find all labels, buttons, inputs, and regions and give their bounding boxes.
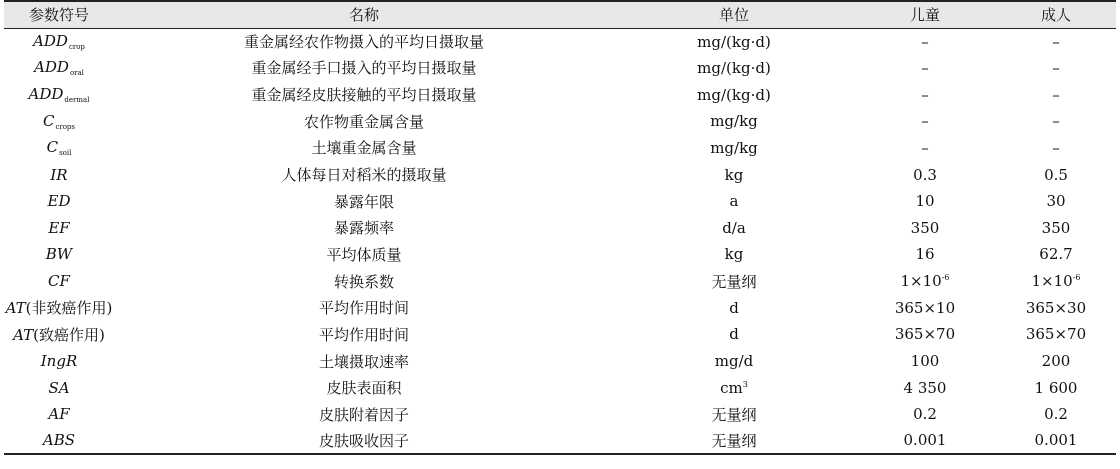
cell-unit-value: 无量纲 (711, 272, 757, 291)
cell-child (854, 28, 996, 55)
cell-symbol (4, 428, 114, 455)
cell-adult-value: – (1052, 32, 1060, 51)
cell-symbol (4, 135, 114, 162)
cell-child (854, 188, 996, 215)
cell-name: 平均体质量 (326, 245, 402, 264)
cell-adult-value: 0.5 (1044, 165, 1068, 184)
parameter-table-container (4, 0, 1116, 455)
table-row (4, 188, 1116, 215)
cell-child-value: 100 (910, 352, 940, 370)
cell-adult-value: – (1052, 138, 1060, 157)
cell-name: 暴露频率 (333, 219, 394, 238)
cell-unit-value: mg/kg (710, 138, 758, 157)
cell-adult (996, 268, 1116, 295)
table-row (4, 428, 1116, 455)
cell-symbol (4, 374, 114, 401)
cell-unit (614, 214, 854, 241)
table-row (4, 268, 1116, 295)
cell-adult-value: 30 (1046, 192, 1066, 211)
cell-unit (614, 188, 854, 215)
cell-unit-value: mg/(kg·d) (697, 58, 771, 77)
cell-symbol (4, 188, 114, 215)
symbol-subscript: crops (55, 122, 76, 131)
cell-child-value: 0.2 (913, 405, 937, 424)
cell-name: 暴露年限 (333, 192, 394, 211)
cell-unit-value: cm (720, 378, 743, 397)
symbol-note: (致癌作用) (33, 325, 105, 344)
cell-adult-value: 62.7 (1039, 245, 1073, 264)
cell-adult-value: – (1052, 85, 1060, 104)
table-row (4, 108, 1116, 135)
table-row (4, 294, 1116, 321)
cell-name: 转换系数 (333, 272, 394, 291)
cell-child (854, 161, 996, 188)
symbol-text: C (42, 111, 55, 130)
cell-unit (614, 268, 854, 295)
header-child: 儿童 (854, 1, 996, 28)
cell-child-superscript: -6 (941, 273, 950, 283)
header-symbol: 参数符号 (4, 1, 114, 28)
cell-unit-superscript: 3 (742, 379, 748, 389)
cell-name: 皮肤附着因子 (318, 405, 409, 424)
symbol-note: (非致癌作用) (25, 299, 113, 318)
cell-child-value: 365×70 (894, 325, 956, 344)
cell-adult (996, 241, 1116, 268)
cell-adult-value: 0.2 (1044, 405, 1068, 424)
cell-child (854, 241, 996, 268)
symbol-text: SA (48, 378, 70, 397)
cell-child-value: 16 (915, 245, 935, 264)
cell-child (854, 348, 996, 375)
cell-adult (996, 428, 1116, 455)
cell-child (854, 294, 996, 321)
cell-symbol (4, 294, 114, 321)
header-adult: 成人 (996, 1, 1116, 28)
cell-unit (614, 428, 854, 455)
cell-adult-superscript: -6 (1072, 273, 1081, 283)
cell-adult (996, 188, 1116, 215)
cell-unit-value: d (729, 298, 739, 317)
symbol-subscript: crop (68, 43, 85, 52)
cell-child-value: – (921, 85, 929, 104)
cell-unit-value: d/a (722, 218, 746, 237)
cell-unit (614, 135, 854, 162)
cell-name: 农作物重金属含量 (303, 112, 424, 131)
cell-adult (996, 348, 1116, 375)
cell-name: 皮肤吸收因子 (114, 428, 614, 455)
table-row (4, 81, 1116, 108)
cell-adult-value: – (1052, 58, 1060, 77)
cell-adult (996, 28, 1116, 55)
cell-unit (614, 55, 854, 82)
cell-adult (996, 135, 1116, 162)
cell-symbol (4, 108, 114, 135)
cell-unit (614, 241, 854, 268)
cell-unit (614, 401, 854, 428)
cell-unit-value: mg/kg (710, 112, 758, 131)
cell-unit-value: mg/d (714, 352, 754, 370)
cell-name: 平均作用时间 (318, 299, 409, 318)
table-row (4, 348, 1116, 375)
cell-adult-value: 1 600 (1034, 378, 1078, 397)
cell-name: 重金属经皮肤接触的平均日摄取量 (251, 86, 477, 105)
cell-adult-value: 200 (1041, 352, 1071, 370)
table-row (4, 161, 1116, 188)
table-row (4, 401, 1116, 428)
cell-child (854, 108, 996, 135)
cell-child (854, 268, 996, 295)
cell-unit-value: d (729, 325, 739, 344)
cell-child (854, 135, 996, 162)
cell-adult-value: 0.001 (1034, 431, 1078, 450)
symbol-text: AT (5, 299, 26, 318)
cell-symbol (4, 214, 114, 241)
symbol-text: IngR (40, 352, 78, 370)
cell-unit (614, 108, 854, 135)
cell-adult (996, 321, 1116, 348)
cell-adult (996, 108, 1116, 135)
cell-child (854, 321, 996, 348)
cell-symbol (4, 81, 114, 108)
cell-symbol (4, 268, 114, 295)
table-row (4, 321, 1116, 348)
cell-symbol (4, 321, 114, 348)
cell-child-value: 365×10 (894, 298, 956, 317)
symbol-text: ABS (42, 431, 76, 450)
cell-name: 平均作用时间 (318, 325, 409, 344)
table-row (4, 135, 1116, 162)
cell-symbol (4, 161, 114, 188)
table-row (4, 28, 1116, 55)
table-row (4, 214, 1116, 241)
symbol-text: EF (48, 218, 70, 237)
cell-child-value: 0.3 (913, 165, 937, 184)
table-row (4, 374, 1116, 401)
cell-adult (996, 374, 1116, 401)
symbol-text: C (46, 138, 59, 157)
cell-unit-value: 无量纲 (711, 431, 757, 450)
symbol-text: IR (50, 165, 68, 184)
symbol-subscript: soil (59, 149, 72, 158)
cell-name: 重金属经手口摄入的平均日摄取量 (251, 59, 477, 78)
cell-child-value: – (921, 58, 929, 77)
cell-symbol (4, 55, 114, 82)
cell-child-value: 350 (910, 218, 940, 237)
cell-unit (614, 28, 854, 55)
header-unit: 单位 (614, 1, 854, 28)
cell-child-value: – (921, 32, 929, 51)
table-header-row (4, 1, 1116, 28)
cell-child (854, 401, 996, 428)
cell-child-value: 4 350 (903, 378, 947, 397)
cell-unit-value: kg (724, 165, 744, 184)
cell-adult (996, 214, 1116, 241)
symbol-subscript: dermal (64, 96, 90, 105)
cell-name: 土壤重金属含量 (311, 139, 417, 158)
cell-child-value: – (921, 138, 929, 157)
cell-child (854, 214, 996, 241)
cell-adult (996, 161, 1116, 188)
symbol-text: BW (45, 245, 73, 264)
cell-adult-value: 1×10 (1031, 272, 1073, 291)
symbol-text: AF (48, 405, 70, 424)
cell-unit (614, 161, 854, 188)
cell-child-value: 1×10 (900, 272, 942, 291)
cell-unit (614, 81, 854, 108)
cell-adult-value: – (1052, 112, 1060, 131)
cell-name: 人体每日对稻米的摄取量 (281, 166, 447, 185)
cell-child (854, 428, 996, 455)
cell-name: 土壤摄取速率 (318, 352, 409, 371)
cell-symbol (4, 348, 114, 375)
cell-unit (614, 294, 854, 321)
cell-child-value: 0.001 (903, 431, 947, 450)
cell-unit-value: 无量纲 (711, 405, 757, 424)
cell-symbol (4, 28, 114, 55)
symbol-text: ADD (33, 32, 68, 51)
cell-unit-value: mg/(kg·d) (697, 32, 771, 51)
symbol-text: ADD (28, 85, 64, 104)
cell-name: 重金属经农作物摄入的平均日摄取量 (243, 33, 484, 52)
cell-unit-value: kg (724, 245, 744, 264)
cell-adult-value: 365×70 (1025, 325, 1087, 344)
table-row (4, 55, 1116, 82)
cell-child-value: – (921, 112, 929, 131)
symbol-text: AT (13, 325, 34, 344)
symbol-subscript: oral (69, 69, 84, 78)
cell-adult (996, 81, 1116, 108)
cell-adult-value: 365×30 (1025, 298, 1087, 317)
cell-adult (996, 294, 1116, 321)
cell-unit (614, 321, 854, 348)
cell-unit-value: a (729, 192, 739, 211)
parameter-table (4, 0, 1116, 455)
symbol-text: ED (47, 192, 71, 211)
table-row (4, 241, 1116, 268)
cell-child-value: 10 (915, 192, 935, 211)
cell-symbol (4, 241, 114, 268)
cell-name: 皮肤表面积 (326, 379, 402, 398)
cell-unit-value: mg/(kg·d) (697, 85, 771, 104)
cell-unit (614, 348, 854, 375)
cell-adult-value: 350 (1041, 218, 1071, 237)
header-name: 名称 (114, 1, 614, 28)
cell-adult (996, 401, 1116, 428)
cell-unit (614, 374, 854, 401)
cell-child (854, 81, 996, 108)
cell-adult (996, 55, 1116, 82)
cell-child (854, 374, 996, 401)
symbol-text: ADD (34, 58, 69, 77)
cell-child (854, 55, 996, 82)
symbol-text: CF (48, 272, 70, 291)
cell-symbol (4, 401, 114, 428)
